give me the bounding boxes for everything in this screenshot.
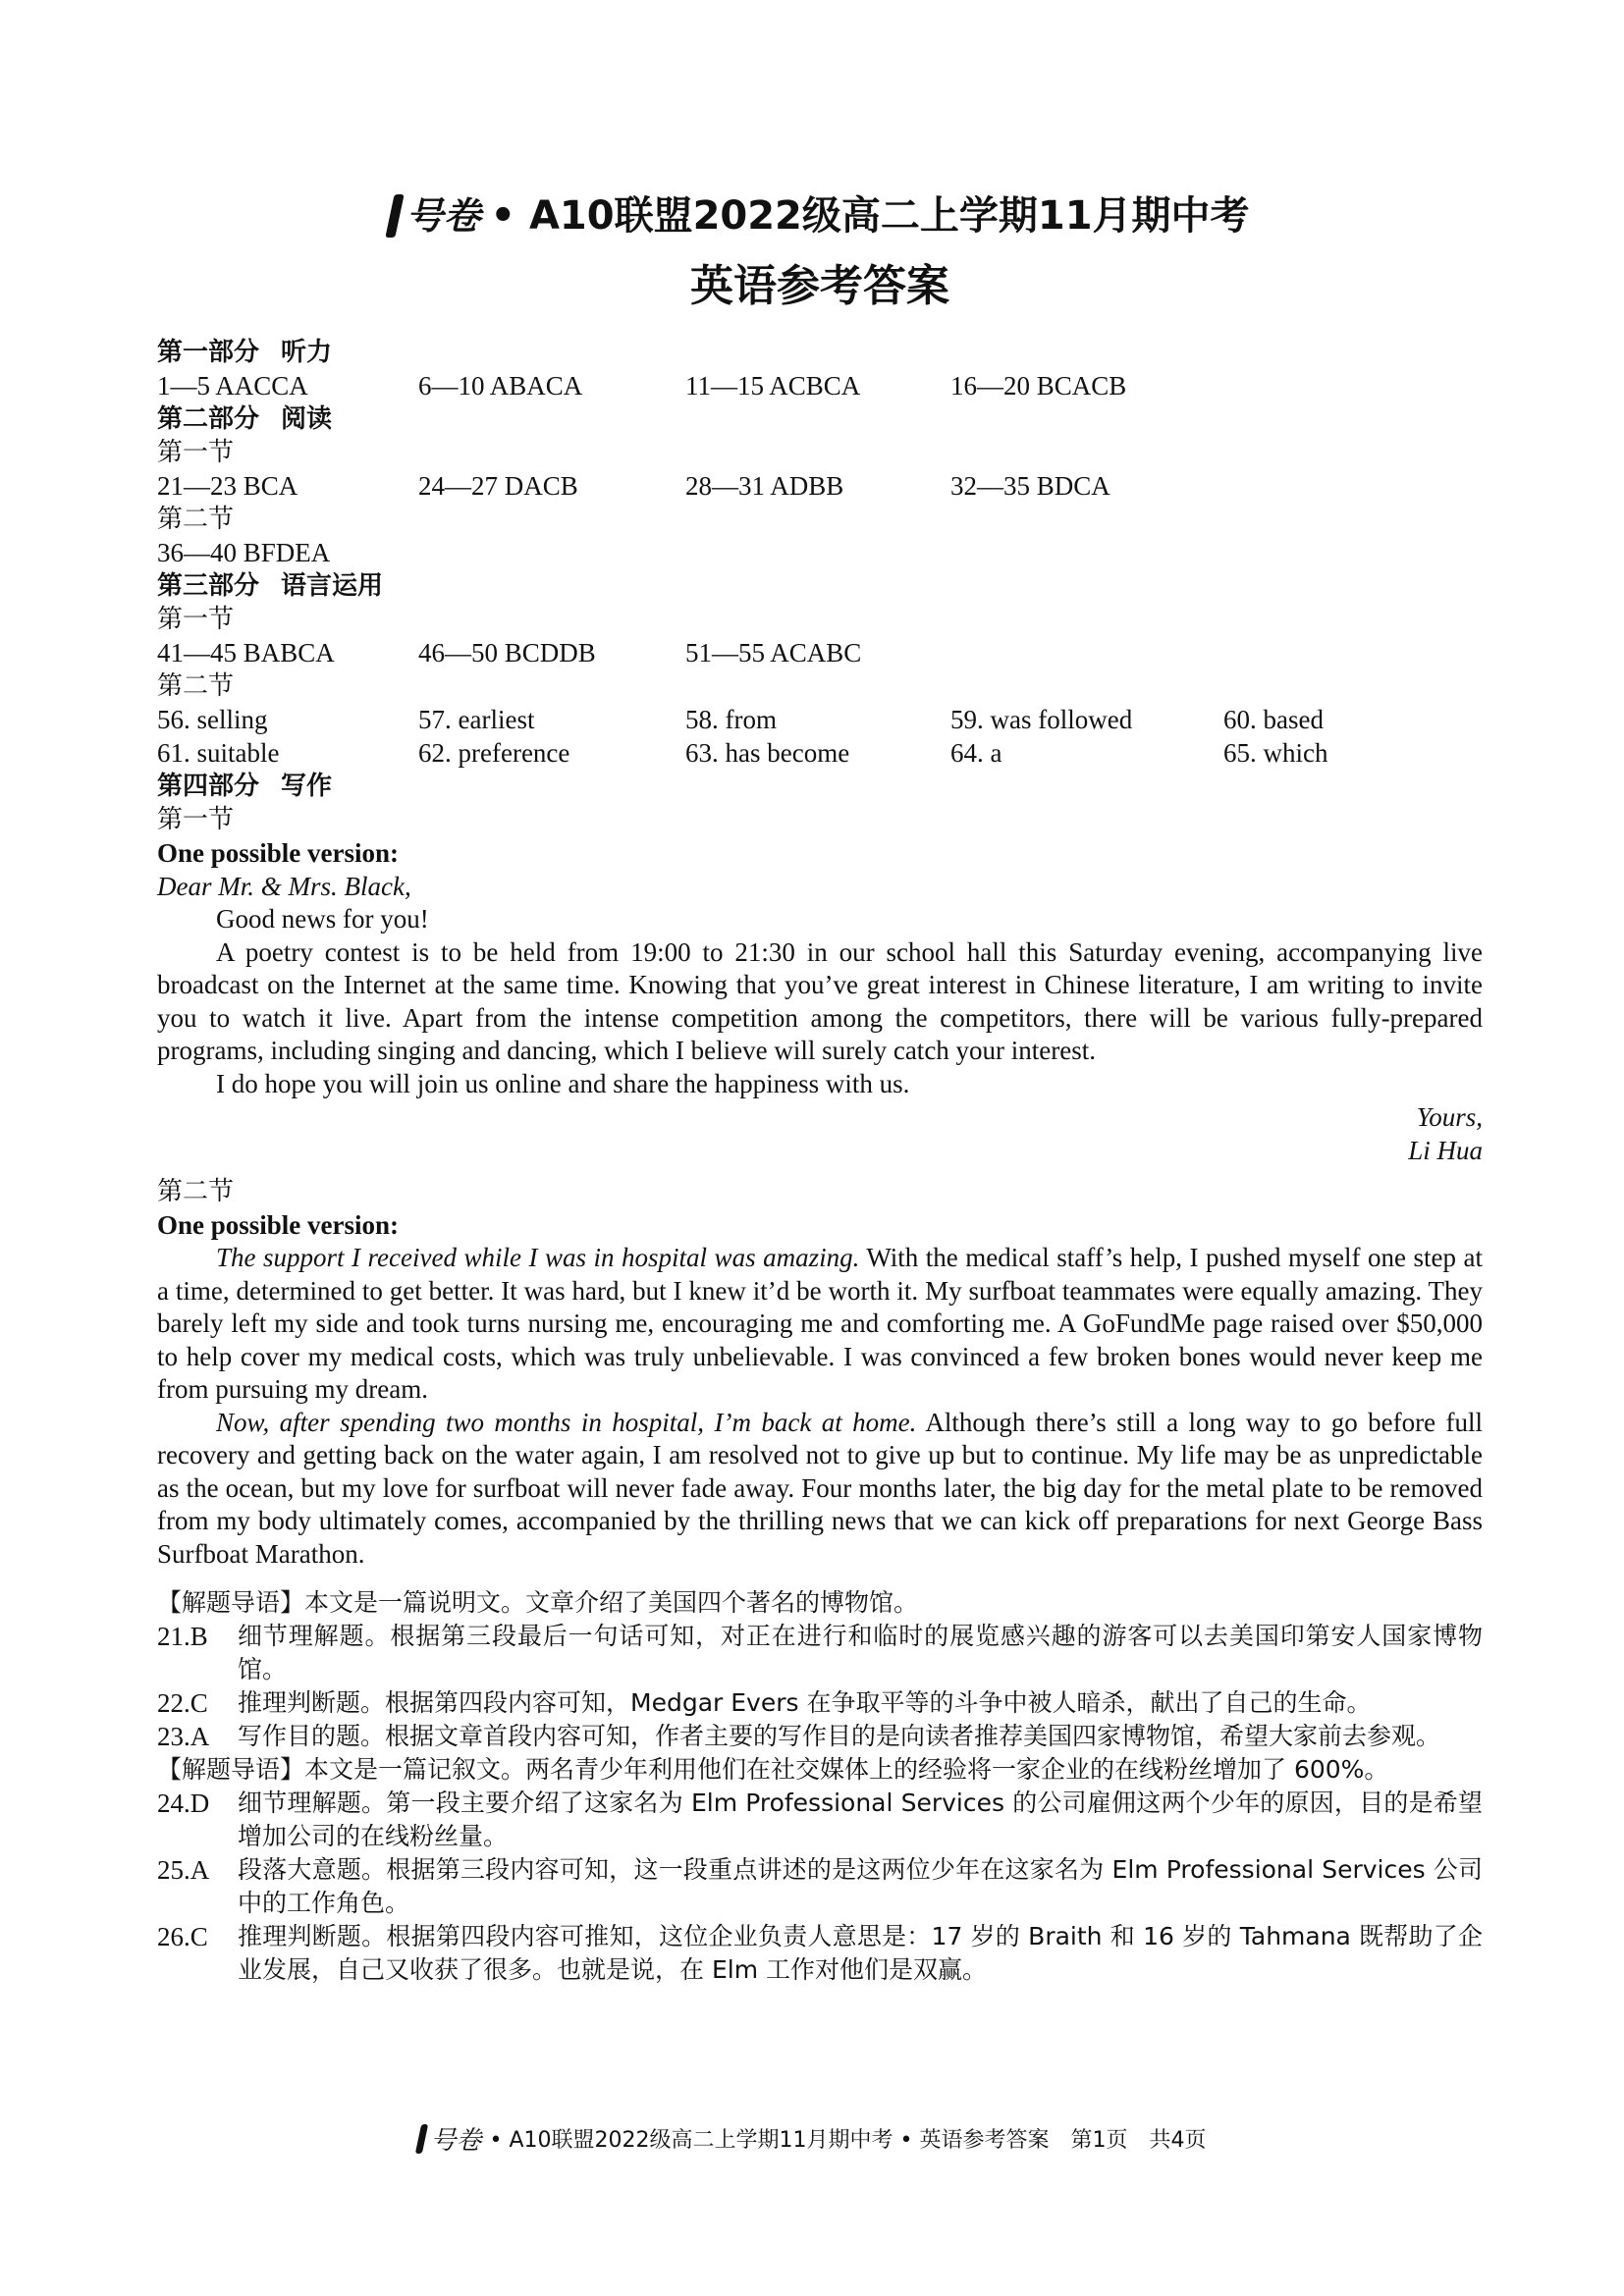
explanation-item (157, 1620, 1483, 1686)
continuation-paragraph (157, 1242, 1483, 1407)
part1-heading-number: 第一部分 (157, 338, 260, 367)
part3-row1 (157, 703, 1483, 736)
given-opening-sentence: Now, after spending two months in hospital, I’m back at home. (216, 1407, 917, 1437)
explanation-text: 推理判断题。根据第四段内容可推知，这位企业负责人意思是：17 岁的 Braith 和 16 岁的 Tahmana 既帮助了企业发展，自己又收获了很多。也就是说，在 Elm 工作对他们是双赢。 (238, 1922, 1483, 1984)
fill-answer: 56. selling (157, 705, 268, 734)
logo-text: 号卷 (406, 193, 481, 238)
answer-group: 11—15 ACBCA (685, 371, 861, 400)
part1-heading (157, 336, 1483, 369)
letter-paragraph: I do hope you will join us online and share the happiness with us. (216, 1068, 910, 1098)
part2-answers1 (157, 469, 1483, 503)
part1-heading-title: 听力 (281, 338, 333, 367)
fill-answer: 62. preference (418, 738, 570, 768)
explanation-item (157, 1720, 1483, 1753)
question-answer: 24.D (157, 1789, 210, 1818)
letter-paragraph: Good news for you! (216, 904, 429, 934)
passage-guide: 【解题导语】本文是一篇记叙文。两名青少年利用他们在社交媒体上的经验将一家企业的在线粉丝增加了 600%。 (157, 1755, 1389, 1784)
answer-sheet (157, 187, 1483, 1987)
answer-group: 32—35 BDCA (950, 471, 1110, 501)
part2-heading-title: 阅读 (281, 404, 333, 434)
part3-heading-title: 语言运用 (281, 571, 384, 601)
brand-logo (390, 187, 480, 245)
explanation-item (157, 1787, 1483, 1853)
part4-section2-heading: 第二节 (157, 1177, 235, 1206)
paragraph-body: Although there’s still a long way to go before full recovery and getting back on the water again, I am resolved not to give up but to continue. My life may be as unpredictable as the ocean, but my love for surfboat will never fade away. Four months later, the big day for the metal plate to be removed from my body ultimately comes, accompanied by the thrilling news that we can kick off preparations for next George Bass Surfboat Marathon. (157, 1407, 1483, 1569)
answer-group: 28—31 ADBB (685, 471, 844, 501)
explanation-item (157, 1920, 1483, 1987)
question-answer: 23.A (157, 1722, 210, 1751)
part4-heading (157, 770, 1483, 803)
fill-answer: 65. which (1223, 738, 1328, 768)
title-text: • A10联盟2022级高二上学期11月期中考 (490, 193, 1250, 239)
paragraph-body: With the medical staff’s help, I pushed myself one step at a time, determined to get better. It was hard, but I knew it’d be worth it. My surfboat teammates were equally amazing. They barely left my side and took turns nursing me, encouraging me and comforting me. A GoFundMe page raised over $50,000 to help cover my medical costs, which was truly unbelievable. I was convinced a few broken bones would never keep me from pursuing my dream. (157, 1243, 1483, 1404)
explanation-text: 细节理解题。根据第三段最后一句话可知，对正在进行和临时的展览感兴趣的游客可以去美国印第安人国家博物馆。 (238, 1622, 1483, 1683)
question-answer: 26.C (157, 1922, 208, 1951)
part4-heading-number: 第四部分 (157, 772, 260, 801)
part2-heading-number: 第二部分 (157, 404, 260, 434)
fill-answer: 58. from (685, 705, 777, 734)
footer-logo-text: 号卷 (430, 2126, 482, 2156)
part2-answers2: 36—40 BFDEA (157, 538, 331, 567)
question-answer: 22.C (157, 1688, 208, 1718)
answer-group: 24—27 DACB (418, 471, 578, 501)
logo-mark-icon (414, 2124, 427, 2154)
fill-answer: 59. was followed (950, 705, 1133, 734)
fill-answer: 60. based (1223, 705, 1324, 734)
fill-answer: 63. has become (685, 738, 850, 768)
answer-group: 41—45 BABCA (157, 638, 335, 667)
part3-row2 (157, 736, 1483, 770)
footer-logo (418, 2120, 482, 2157)
explanation-text: 写作目的题。根据文章首段内容可知，作者主要的写作目的是向读者推荐美国四家博物馆，希望大家前去参观。 (238, 1722, 1441, 1750)
part1-answers (157, 369, 1483, 402)
version-label: One possible version: (157, 838, 400, 868)
part2-section2-heading: 第二节 (157, 505, 235, 534)
answer-group: 21—23 BCA (157, 471, 298, 501)
part4-section1-heading: 第一节 (157, 805, 235, 834)
explanation-text: 推理判断题。根据第四段内容可知，Medgar Evers 在争取平等的斗争中被人暗杀，献出了自己的生命。 (238, 1688, 1372, 1717)
question-answer: 25.A (157, 1855, 210, 1885)
page-footer (0, 2120, 1624, 2157)
document-header (157, 187, 1483, 318)
part2-section1-heading: 第一节 (157, 438, 235, 467)
question-answer: 21.B (157, 1622, 208, 1651)
explanation-item (157, 1853, 1483, 1920)
explanation-text: 段落大意题。根据第三段内容可知，这一段重点讲述的是这两位少年在这家名为 Elm Professional Services 公司中的工作角色。 (238, 1855, 1483, 1917)
letter-salutation: Dear Mr. & Mrs. Black, (157, 872, 411, 901)
letter-signature: Li Hua (1408, 1136, 1483, 1165)
part3-section1-heading: 第一节 (157, 605, 235, 634)
part2-heading (157, 402, 1483, 436)
fill-answer: 61. suitable (157, 738, 280, 768)
given-opening-sentence: The support I received while I was in hospital was amazing. (216, 1243, 860, 1272)
answer-group: 46—50 BCDDB (418, 638, 596, 667)
explanation-text: 细节理解题。第一段主要介绍了这家名为 Elm Professional Services 的公司雇佣这两个少年的原因，目的是希望增加公司的在线粉丝量。 (238, 1789, 1483, 1850)
footer-text: • A10联盟2022级高二上学期11月期中考 • 英语参考答案 第1页 共4页 (489, 2128, 1207, 2153)
version-label: One possible version: (157, 1210, 400, 1240)
answer-group: 6—10 ABACA (418, 371, 583, 400)
letter-closing: Yours, (1416, 1102, 1483, 1132)
part3-answers1 (157, 636, 1483, 669)
part4-heading-title: 写作 (281, 772, 333, 801)
fill-answer: 57. earliest (418, 705, 535, 734)
part3-heading (157, 569, 1483, 603)
part3-heading-number: 第三部分 (157, 571, 260, 601)
logo-mark-icon (386, 194, 405, 238)
part3-section2-heading: 第二节 (157, 671, 235, 701)
answer-group: 16—20 BCACB (950, 371, 1127, 400)
answer-group: 1—5 AACCA (157, 371, 308, 400)
answer-group: 51—55 ACABC (685, 638, 862, 667)
explanation-item (157, 1686, 1483, 1720)
document-subtitle: 英语参考答案 (690, 261, 949, 311)
document-title (157, 187, 1483, 245)
passage-guide: 【解题导语】本文是一篇说明文。文章介绍了美国四个著名的博物馆。 (157, 1588, 919, 1617)
letter-paragraph: A poetry contest is to be held from 19:00 to 21:30 in our school hall this Saturday evening, accompanying live broadcast on the Internet at the same time. Knowing that you’ve great interest in Chinese literature, I am writing to invite you to watch it live. Apart from the intense competition among the competitors, there will be various fully-prepared programs, including singing and dancing, which I believe will surely catch your interest. (157, 936, 1483, 1065)
continuation-paragraph (157, 1407, 1483, 1572)
fill-answer: 64. a (950, 738, 1002, 768)
